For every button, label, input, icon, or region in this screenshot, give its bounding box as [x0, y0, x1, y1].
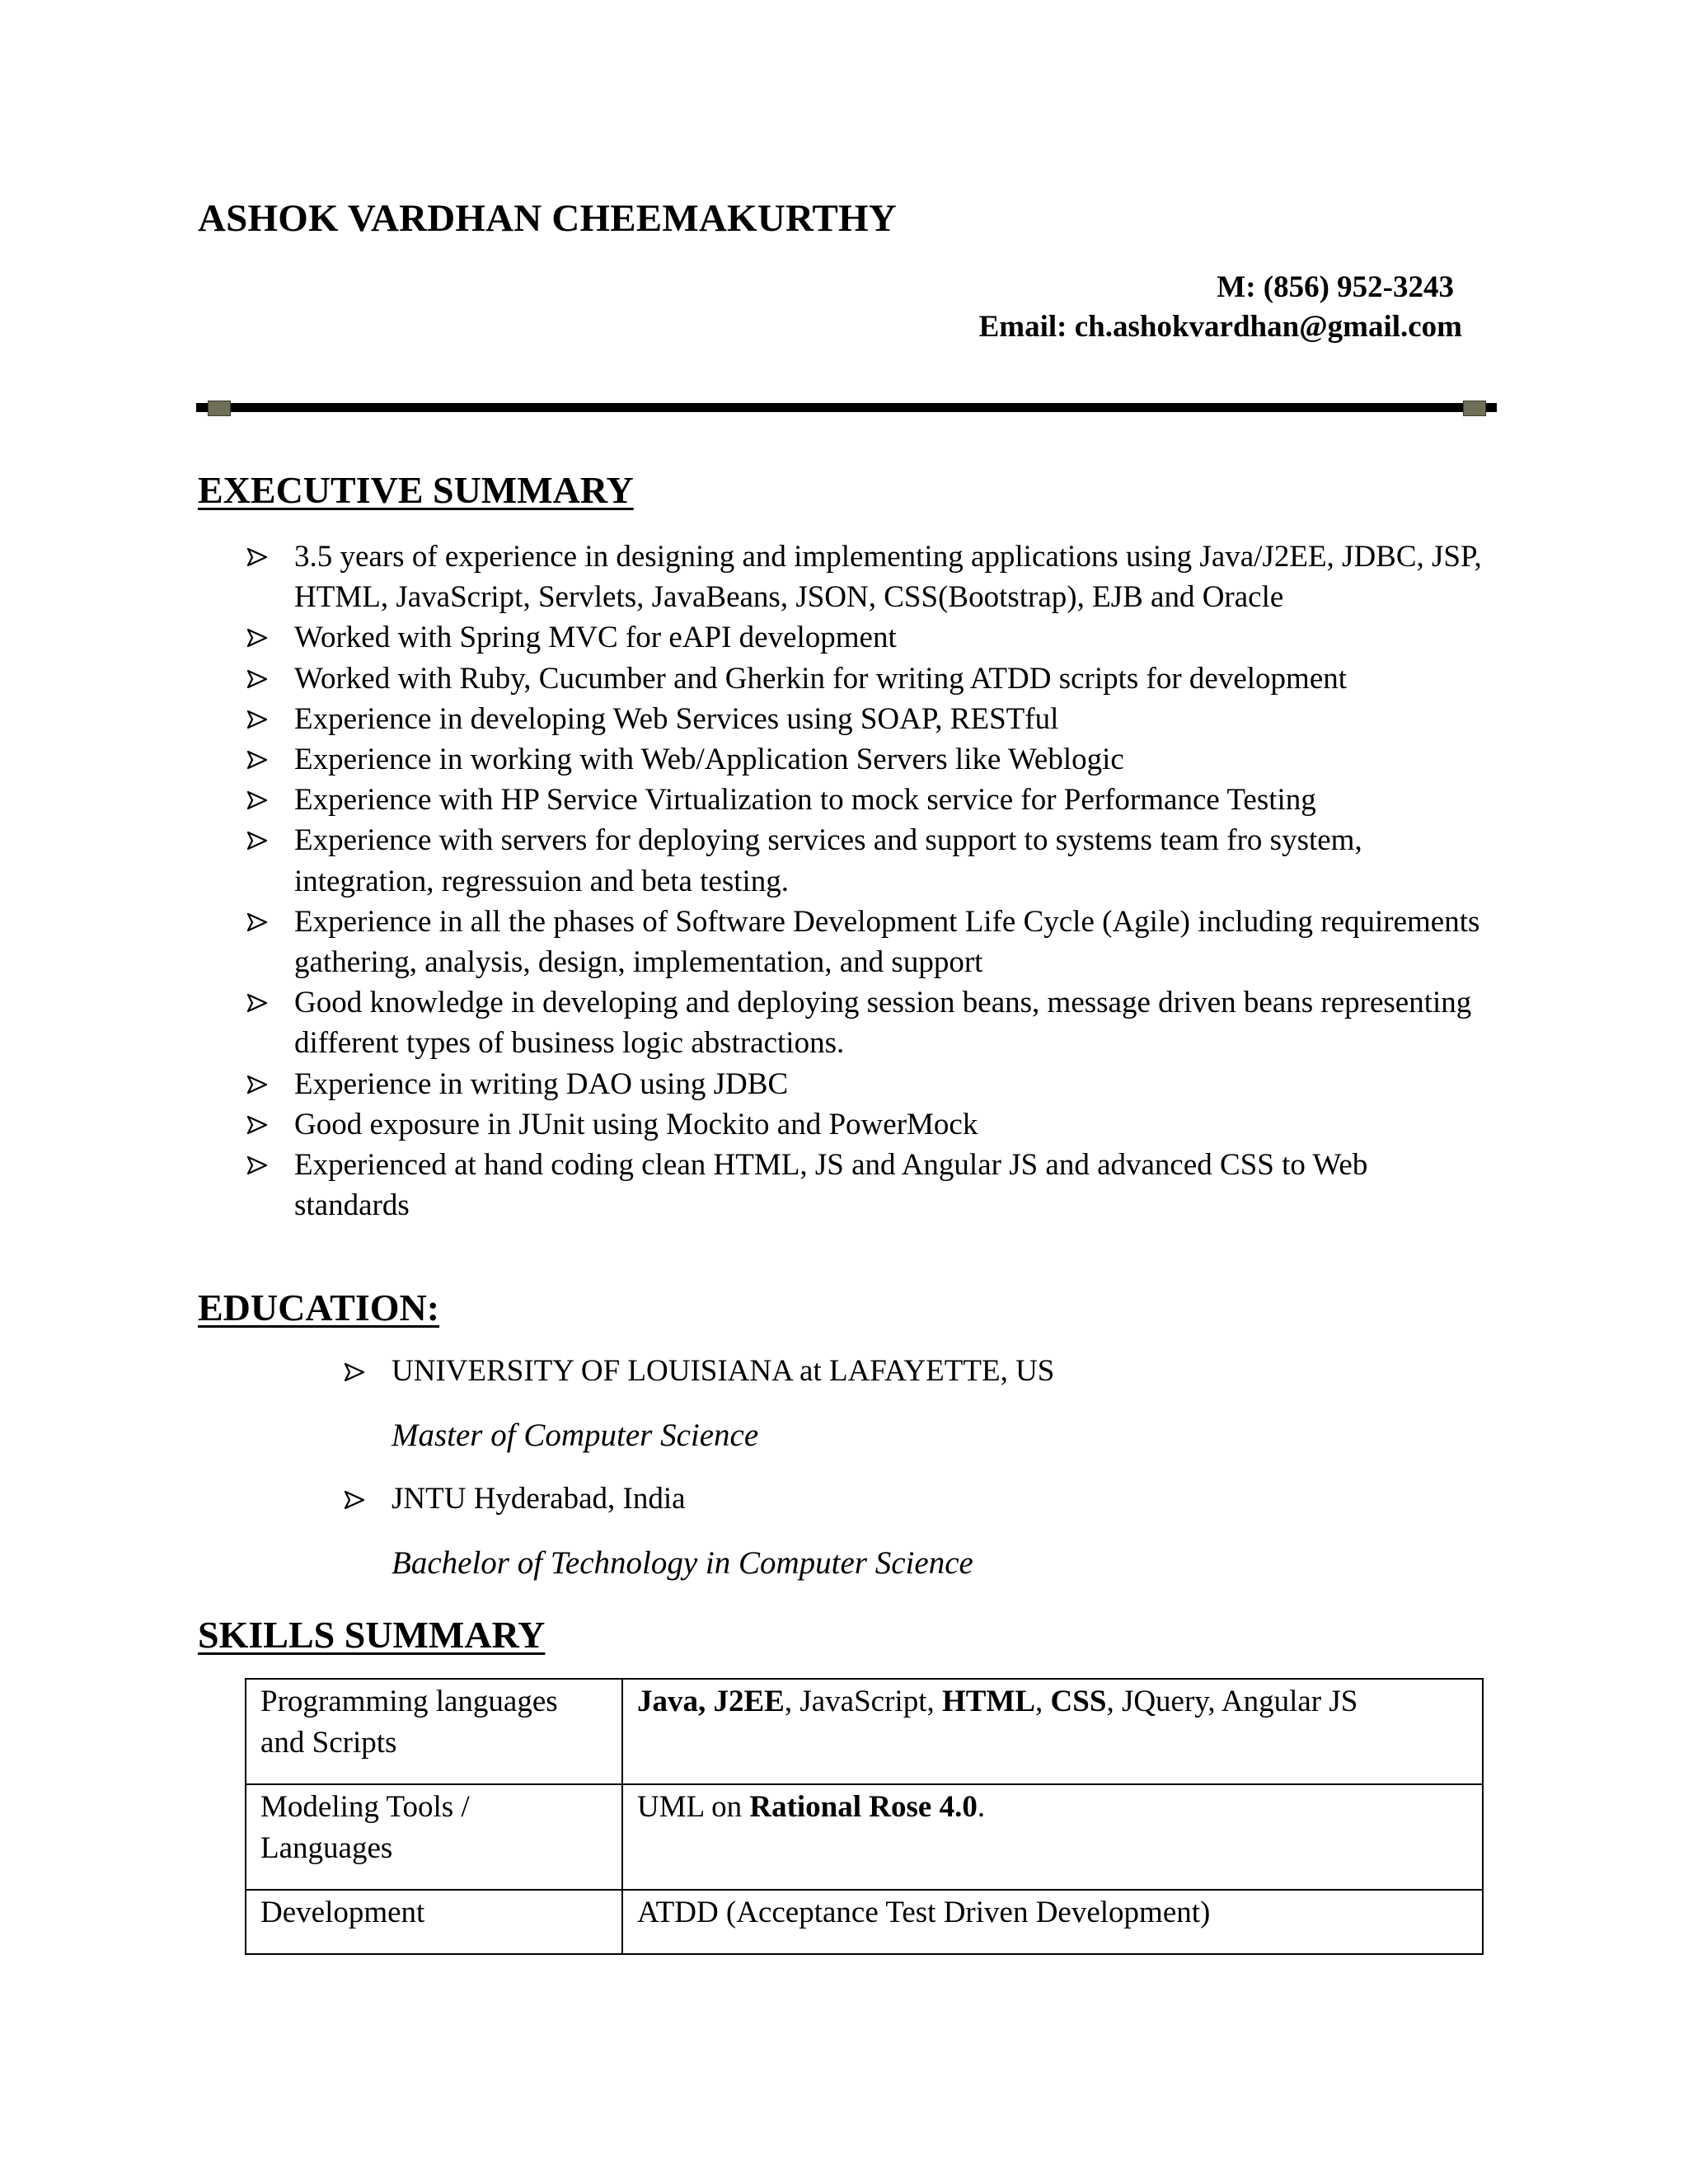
arrow-bullet-icon — [247, 739, 267, 780]
header-divider — [196, 403, 1497, 412]
executive-summary-list — [247, 537, 1484, 1226]
skill-category: Programming languages and Scripts — [246, 1679, 622, 1784]
divider-right-cap — [1463, 401, 1486, 416]
summary-item: Good exposure in JUnit using Mockito and PowerMock — [247, 1104, 1484, 1145]
email-address: Email: ch.ashokvardhan@gmail.com — [978, 310, 1462, 344]
education-list — [345, 1352, 1416, 1583]
skill-values: UML on Rational Rose 4.0. — [622, 1784, 1483, 1890]
arrow-bullet-icon — [247, 780, 267, 820]
table-row — [246, 1679, 1483, 1784]
arrow-bullet-icon — [247, 820, 267, 860]
institution-name: UNIVERSITY OF LOUISIANA at LAFAYETTE, US — [392, 1354, 1055, 1388]
arrow-bullet-icon — [247, 658, 267, 699]
summary-item: Experience in all the phases of Software Development Life Cycle (Agile) including requirements gathering, analysis, design, implementation, and support — [247, 902, 1484, 982]
divider-left-cap — [208, 401, 231, 416]
skill-category: Development — [246, 1890, 622, 1954]
summary-item: Experienced at hand coding clean HTML, JS and Angular JS and advanced CSS to Web standards — [247, 1145, 1484, 1226]
skills-summary-heading: SKILLS SUMMARY — [198, 1614, 546, 1656]
arrow-bullet-icon — [247, 1064, 267, 1104]
summary-item: 3.5 years of experience in designing and implementing applications using Java/J2EE, JDBC, JSP, HTML, JavaScript, Servlets, JavaBeans, JSON, CSS(Bootstrap), EJB and Oracle — [247, 537, 1484, 617]
summary-item: Good knowledge in developing and deploying session beans, message driven beans representing different types of business logic abstractions. — [247, 982, 1484, 1063]
summary-item: Experience with servers for deploying services and support to systems team fro system, integration, regressuion and beta testing. — [247, 820, 1484, 901]
contact-block — [979, 268, 1462, 347]
skill-category: Modeling Tools / Languages — [246, 1784, 622, 1890]
arrow-bullet-icon — [247, 902, 267, 942]
skill-values: Java, J2EE, JavaScript, HTML, CSS, JQuery, Angular JS — [622, 1679, 1483, 1784]
arrow-bullet-icon — [345, 1352, 364, 1392]
arrow-bullet-icon — [345, 1479, 364, 1520]
education-heading: EDUCATION: — [198, 1286, 440, 1329]
arrow-bullet-icon — [247, 982, 267, 1023]
summary-item: Worked with Spring MVC for eAPI development — [247, 617, 1484, 658]
degree-name: Master of Computer Science — [392, 1418, 759, 1453]
phone-number: M: (856) 952-3243 — [1217, 270, 1454, 304]
arrow-bullet-icon — [247, 699, 267, 739]
skill-values: ATDD (Acceptance Test Driven Development) — [622, 1890, 1483, 1954]
executive-summary-heading: EXECUTIVE SUMMARY — [198, 469, 634, 511]
candidate-name: ASHOK VARDHAN CHEEMAKURTHY — [198, 197, 897, 240]
institution-name: JNTU Hyderabad, India — [392, 1482, 686, 1516]
table-row — [246, 1784, 1483, 1890]
arrow-bullet-icon — [247, 1145, 267, 1185]
education-item — [345, 1352, 1416, 1455]
arrow-bullet-icon — [247, 617, 267, 658]
summary-item: Experience in writing DAO using JDBC — [247, 1064, 1484, 1104]
summary-item: Experience with HP Service Virtualization to mock service for Performance Testing — [247, 780, 1484, 820]
arrow-bullet-icon — [247, 1104, 267, 1145]
skills-table — [245, 1678, 1484, 1955]
degree-name: Bachelor of Technology in Computer Science — [392, 1545, 973, 1581]
summary-item: Experience in working with Web/Application Servers like Weblogic — [247, 739, 1484, 780]
summary-item: Experience in developing Web Services using SOAP, RESTful — [247, 699, 1484, 739]
summary-item: Worked with Ruby, Cucumber and Gherkin for writing ATDD scripts for development — [247, 658, 1484, 699]
education-item — [345, 1479, 1416, 1583]
table-row — [246, 1890, 1483, 1954]
arrow-bullet-icon — [247, 537, 267, 577]
